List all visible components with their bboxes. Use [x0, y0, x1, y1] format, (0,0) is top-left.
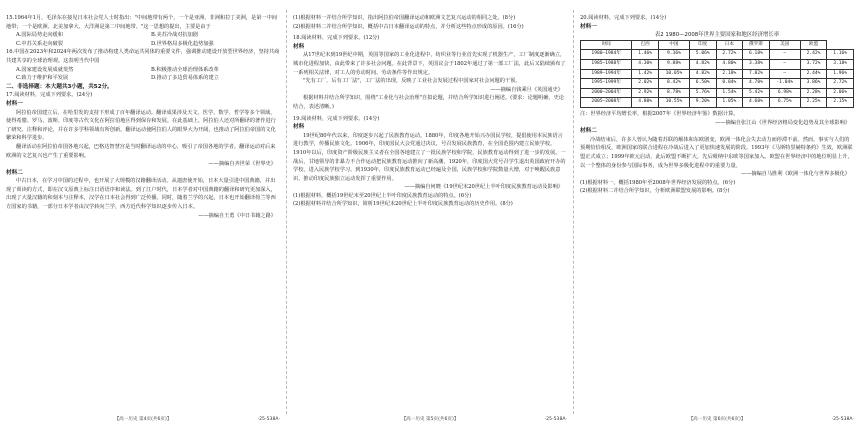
table-cell: — — [769, 69, 800, 79]
material-text: 19世纪80年代以来，印度逐步兴起了民族教育运动。1880年，印度各地开始兴办国民学校，提倡使用本民族语言进行教学，传播民族文化。1906年，印度国民大会党通过决议，号召发展民族教育，在全国范围内建立民族学校。1910年以后，印度资产阶级民族主义者在全国各地建立了一批民族学校和学院，民族教育运动得到了进一步的发展。一战后，甘地领导的非暴力不合作运动把民族教育运动推向了新高潮，1920年，印度国大党号召学生退出英国政府开办的学校，进入民族学校学习。到1930年，印度民族教育运动已经遍及全国，民族学校和学院数量大增，对于唤醒民族意识、推动印度民族独立运动发挥了重要作用。 — [293, 132, 566, 182]
table-cell: 4.80% — [716, 59, 743, 69]
table-cell: 6.18% — [743, 50, 770, 60]
table-cell: 3.18% — [827, 59, 854, 69]
option: D.世界格局多极化趋势加强 — [151, 40, 214, 47]
table-cell: 4.60% — [743, 98, 770, 108]
table-cell: 2.72% — [716, 50, 743, 60]
question-19-2: (2)根据材料并结合所学知识，简析19世纪末20世纪上半叶印度民族教育运动的历史作用。(8分) — [293, 201, 513, 208]
growth-rate-table — [580, 40, 854, 108]
table-cell: 2.25% — [800, 98, 827, 108]
question-16: 16.中国在2023年和2024年两次发布了推动构建人类命运共同体的重要文件，强调推动建设开放型世界经济，坚持共商共建共享的全球治理观。这表明当代中国 — [6, 49, 280, 64]
question-20: 20.阅读材料，完成下列要求。(14分) — [580, 15, 667, 21]
table-cell: 8.42% — [658, 79, 689, 89]
table-cell: 2.92% — [632, 88, 659, 98]
table-header-cell: 巴西 — [632, 40, 659, 50]
material-text: 阿拉伯帝国建立后，在哈里发的支持下形成了百年翻译运动。翻译成果涉及天文、医学、数学、哲学等多个领域，使得希腊、罗马、波斯、印度等古代文化在阿拉伯地区得到保存和发展。在此基础上，阿拉伯人还对所翻译的著作进行了研究、注释和评论，并在许多学科领域有所创新。翻译运动使阿拉伯人的眼界大为开阔，也推动了阿拉伯帝国的文化繁荣和科学进步。 — [6, 109, 276, 142]
table-cell: 10.55% — [658, 98, 689, 108]
table-cell: 7.82% — [743, 69, 770, 79]
material-source: ——摘编自王勇《中日书籍之路》 — [198, 212, 276, 219]
table-cell: 3.38% — [743, 59, 770, 69]
material-text: 中古日本，在学习中国的过程中，也开展了大规模的汉籍翻译活动。从遣唐使开始，日本大量引进中国典籍，并出现了训读的方式，即在汉文原典上标注日语语序和读法。到了江户时代，日本学者对中国典籍的翻译和研究更加深入，出现了大量汉籍的和刻本与注释本，汉学在日本社会得到广泛传播。同时，随着兰学的兴起，日本也开始翻译荷兰等西方国家的书籍，一部分日本学者由汉学转向兰学，西方近代科学知识逐步传入日本。 — [6, 178, 276, 211]
table-cell: 4.82% — [689, 69, 716, 79]
question-19: 19.阅读材料，完成下列要求。(14分) — [293, 115, 380, 122]
table-cell: 2.15% — [827, 98, 854, 108]
table-source: ——摘编自张江山《世界经济格局变化趋势及其全球影响》 — [715, 119, 850, 126]
table-cell: 9.20% — [689, 98, 716, 108]
page-5-content — [293, 14, 567, 209]
question-19-1: (1)根据材料，概括19世纪末至20世纪上半叶印度民族教育运动的特点。(6分) — [293, 192, 472, 199]
question-15-options — [6, 31, 280, 48]
table-cell: 10.05% — [658, 69, 689, 79]
table-header-cell: 俄罗斯 — [743, 40, 770, 50]
material-label: 材料二 — [580, 128, 597, 135]
material-label: 材料 — [293, 43, 305, 50]
option: B.美苏冷战对抗加剧 — [151, 32, 198, 39]
exam-page-5 — [287, 0, 573, 426]
table-body — [581, 50, 854, 108]
material-text: 冷战结束后，许多人曾认为随着苏联的解体和东欧剧变，欧洲一体化会失去动力而停滞不前。然而，事实与人们的预期恰恰相反，欧洲国家的联合进程在冷战后进入了更加快速发展的阶段。1993年《马斯特里赫特条约》生效，欧洲联盟正式成立；1999年欧元启动，此后欧盟不断扩大，先后吸纳中东欧等国家加入。欧盟在世界经济中的地位明显上升，以一个整体的身份参与国际事务，成为世界多极化进程中的重要力量。 — [580, 136, 853, 169]
table-cell: 2.06% — [827, 88, 854, 98]
table-cell: 1980—1984年 — [581, 50, 632, 60]
section-heading: 二、非选择题：本大题共3小题，共52分。 — [6, 83, 113, 90]
table-cell: 1.54% — [716, 88, 743, 98]
option: B.积极推动全球治理体系改革 — [151, 66, 219, 73]
table-cell: 9.36% — [658, 50, 689, 60]
material-text: 从17世纪末到19世纪中期，英国等国家的工业化进程中，纺织业等行业首先实现了机器生产，工厂制度逐渐确立，城市化进程加快，由此带来了许多社会问题。在此背景下，英国议会于1802年通过了第一部工厂法，此后又陆续颁布了一系列相关法律，对工人的劳动时间、劳动条件等作出规定。 — [293, 52, 566, 76]
table-row — [581, 69, 854, 79]
table-cell: 1.96% — [827, 69, 854, 79]
question-15: 15.1964年1月，毛泽东在接见日本社会党人士时指出："中间地带有两个，一个是亚洲、非洲和拉丁美洲，是第一中间地带；一个是欧洲、北美加拿大、大洋洲是第二中间地带。"这一思想的提出，主要是由于 — [6, 15, 277, 30]
page-6-content — [580, 14, 854, 196]
table-cell: — — [769, 50, 800, 60]
table-cell: 5.06% — [689, 50, 716, 60]
table-cell: 2.44% — [800, 69, 827, 79]
table-cell: -1.04% — [769, 79, 800, 89]
material-source: ——摘编自齐世荣《世界史》 — [208, 161, 276, 168]
table-cell: 2.18% — [716, 69, 743, 79]
option: C.中苏关系走向破裂 — [16, 40, 63, 47]
table-cell: 6.50% — [689, 79, 716, 89]
table-cell: 6.75% — [769, 98, 800, 108]
material-label: 材料 — [293, 124, 305, 131]
exam-page-4 — [0, 0, 286, 426]
table-cell: 4.70% — [743, 79, 770, 89]
table-cell: 2.02% — [632, 79, 659, 89]
table-cell: 6.98% — [769, 88, 800, 98]
page-number: 【高一历史 第6页(共6页)】 — [688, 417, 746, 422]
page-footer — [293, 417, 567, 423]
question-20-1: (1)根据材料一，概括1980年至2008年世界经济发展的特点。(6分) — [580, 179, 736, 186]
table-cell: 4.82% — [689, 59, 716, 69]
table-cell: 1.05% — [716, 98, 743, 108]
material-label: 材料二 — [6, 169, 23, 176]
material-text: 翻译活动在阿拉伯帝国各地兴起，巴格达智慧宫是当时翻译运动的中心，吸引了帝国各地的学者。翻译运动对后来欧洲的文艺复兴也产生了重要影响。 — [6, 143, 276, 159]
table-header-cell: 印度 — [689, 40, 716, 50]
table-cell: 4.30% — [632, 59, 659, 69]
table-cell: 2.42% — [800, 50, 827, 60]
exam-code: ·25-538A· — [831, 417, 854, 422]
table-row — [581, 59, 854, 69]
table-cell: 1.42% — [632, 69, 659, 79]
table-header-row — [581, 40, 854, 50]
page-4-content — [6, 14, 280, 220]
table-cell: 5.42% — [743, 88, 770, 98]
question-17: 17.阅读材料，完成下列要求。(24分) — [6, 92, 93, 99]
material-source: ——摘编自何晓《19世纪末20世纪上半叶印度民族教育运动及影响》 — [404, 184, 563, 191]
option: A.国家建设发展成就斐然 — [16, 66, 74, 73]
table-cell: 1995—1999年 — [581, 79, 632, 89]
question-18: 18.阅读材料，完成下列要求。(12分) — [293, 35, 380, 42]
table-cell: 4.80% — [632, 98, 659, 108]
table-row — [581, 50, 854, 60]
material-text: "先有工厂，后有工厂法"，工厂法的出现，反映了工业社会发展过程中国家对社会问题的干预。 — [303, 78, 521, 85]
material-source: ——摘编自马胜利《欧洲一体化与世界多极化》 — [741, 171, 850, 178]
table-title: 表2 1980—2008年世界主要国家和地区经济增长率 — [654, 32, 780, 39]
exam-page-6 — [574, 0, 860, 426]
table-cell: — — [769, 59, 800, 69]
table-header-cell: 美国 — [769, 40, 800, 50]
exam-code: ·25-538A· — [544, 417, 567, 422]
table-row — [581, 79, 854, 89]
table-cell: 5.76% — [689, 88, 716, 98]
table-cell: 3.72% — [800, 59, 827, 69]
table-cell: 1989—1994年 — [581, 69, 632, 79]
table-header-cell: 欧盟 — [800, 40, 827, 50]
table-cell: 8.78% — [658, 88, 689, 98]
question-18-requirement: 根据材料并结合所学知识，围绕"工业化与社会治理"自拟论题，并结合所学知识进行阐述。(要求：论题明确，史论结合，表述清晰。) — [293, 95, 564, 110]
table-cell: 9.88% — [658, 59, 689, 69]
option: C.致力于维护和平发展 — [16, 75, 69, 82]
table-cell: 2.28% — [800, 88, 827, 98]
table-cell: 2.72% — [827, 79, 854, 89]
question-20-2: (2)根据材料二并结合所学知识，分析欧洲联盟发展的影响。(8分) — [580, 188, 730, 195]
option: A.国际局势走向缓和 — [16, 32, 63, 39]
table-cell: 2000—2004年 — [581, 88, 632, 98]
table-cell: 2005—2008年 — [581, 98, 632, 108]
exam-code: ·25-538A· — [257, 417, 280, 422]
table-cell: 3.86% — [800, 79, 827, 89]
table-cell: 1.16% — [827, 50, 854, 60]
table-header-cell: 日本 — [716, 40, 743, 50]
material-label: 材料一 — [6, 100, 23, 107]
table-cell: 0.84% — [716, 79, 743, 89]
table-row — [581, 88, 854, 98]
table-cell: 1985—1988年 — [581, 59, 632, 69]
question-16-options — [6, 66, 280, 83]
option: D.推动了多边贸易体系的建立 — [151, 75, 219, 82]
table-header-cell: 中国 — [658, 40, 689, 50]
page-number: 【高一历史 第4页(共6页)】 — [114, 417, 172, 422]
page-number: 【高一历史 第5页(共6页)】 — [401, 417, 459, 422]
material-label: 材料一 — [580, 23, 597, 30]
material-source: ——摘编自钱乘旦《英国通史》 — [490, 86, 563, 93]
table-cell: 1.46% — [632, 50, 659, 60]
table-note: 注：世界经济平均增长率，根据2007年《世界经济年鉴》数据计算。 — [580, 110, 739, 117]
table-header-cell: 时间 — [581, 40, 632, 50]
table-row — [581, 98, 854, 108]
question-17-1: (1)根据材料一并结合所学知识，指出阿拉伯帝国翻译运动和欧洲文艺复兴运动的相同之处。(8分) — [293, 15, 516, 21]
question-17-2: (2)根据材料二并结合所学知识，概括中古日本翻译运动的特点，并分析这些特点形成的原因。(16分) — [293, 23, 524, 30]
page-footer — [580, 417, 854, 423]
page-footer — [6, 417, 280, 423]
